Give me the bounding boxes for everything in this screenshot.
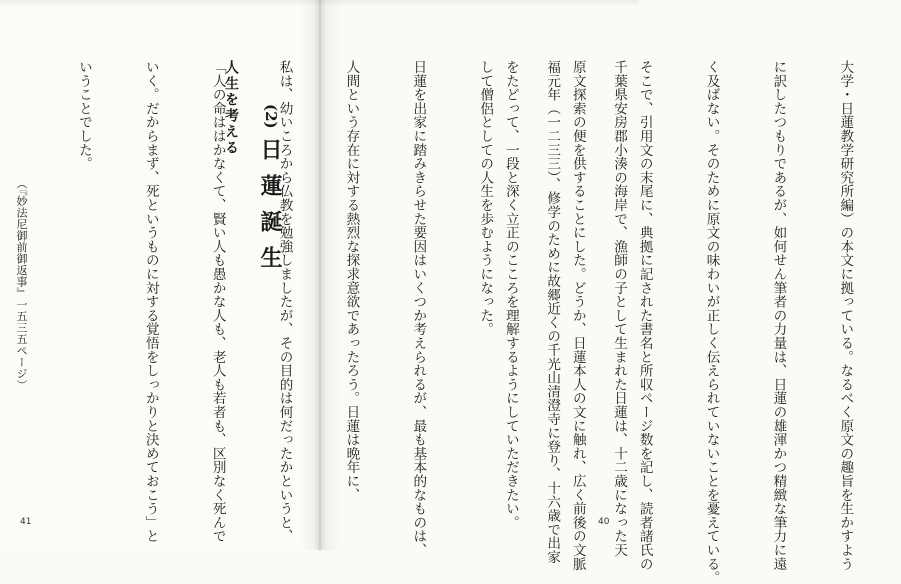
right-line-3: く及ばない。そのために原文の味わいが正しく伝えられていないことを憂えている。 <box>703 60 720 584</box>
subheading: 人生を考える <box>223 60 239 156</box>
page-top-shadow <box>0 0 639 6</box>
left-line-7: 「人の命ははかなくて、賢い人も愚かな人も、老人も若者も、区別なく死んで <box>209 60 226 543</box>
page-number-left: 41 <box>20 517 32 527</box>
left-line-5: 人間という存在に対する熱烈な探求意欲であったろう。日蓮は晩年に、 <box>343 60 360 502</box>
section-number: (2) <box>262 104 280 129</box>
citation: （『妙法尼御前御返事』一五三五ページ） <box>15 178 28 391</box>
left-line-6: 私は、幼いころから仏教を勉強しましたが、その目的は何だったかというと、 <box>276 60 293 543</box>
left-line-2: 福元年（一二三三）、修学のために故郷近くの千光山清澄寺に登り、十六歳で出家 <box>544 60 561 564</box>
right-line-2: に訳したつもりであるが、如何せん筆者の力量は、日蓮の雄渾かつ精緻な筆力に遠 <box>770 60 787 571</box>
page-number-right: 40 <box>598 517 610 527</box>
left-line-8: いく。だからまず、死というものに対する覚悟をしっかりと決めておこう」と <box>142 60 159 543</box>
right-line-1: 大学・日蓮教学研究所編）の本文に拠っている。なるべく原文の趣旨を生かすよう <box>837 60 854 571</box>
right-line-4: そこで、引用文の末尾に、典拠に記された書名と所収ページ数を記し、読者諸氏の <box>636 60 653 571</box>
left-line-1: 千葉県安房郡小湊の海岸で、漁師の子として生まれた日蓮は、十二歳になった天 <box>611 60 628 557</box>
left-line-9: いうことでした。 <box>75 60 92 171</box>
right-line-6: をたどって、一段と深く立正のこころを理解するようにしていただきたい。 <box>502 60 519 530</box>
left-line-4: 日蓮を出家に踏みきらせた要因はいくつか考えられるが、最も基本的なものは、 <box>410 60 427 557</box>
right-line-5: 原文探索の便を供することにした。どうか、日蓮本人の文に触れ、広く前後の文脈 <box>569 60 586 571</box>
section-title: 日蓮誕生 <box>257 138 283 282</box>
left-line-3: して僧侶としての人生を歩むようになった。 <box>477 60 494 336</box>
